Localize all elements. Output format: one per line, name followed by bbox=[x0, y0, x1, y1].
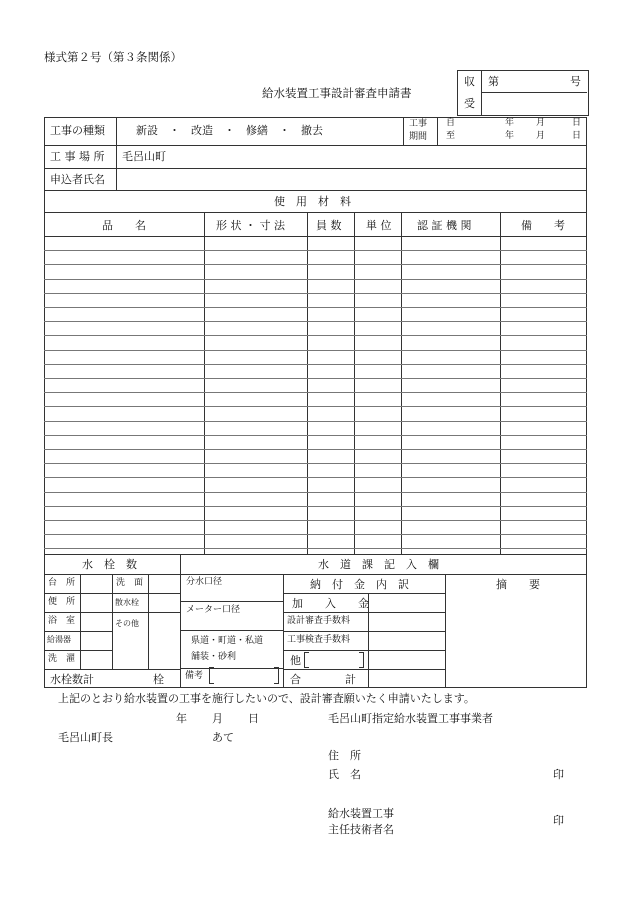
payment-other-bracket-left bbox=[304, 652, 309, 668]
seal-mark-name: 印 bbox=[553, 768, 564, 781]
faucet-other: その他 bbox=[115, 619, 139, 628]
remarks-label: 備考 bbox=[185, 671, 204, 681]
receipt-label-top: 収 bbox=[464, 75, 475, 88]
contractor-title: 毛呂山町指定給水装置工事事業者 bbox=[328, 712, 493, 725]
water-dept-title: 水 道 課 記 入 欄 bbox=[318, 558, 439, 571]
materials-row-line bbox=[44, 264, 587, 265]
form-title: 給水装置工事設計審査申請書 bbox=[262, 86, 412, 100]
engineer-label-2: 主任技術者名 bbox=[328, 823, 394, 836]
period-from-year: 年 bbox=[505, 118, 515, 128]
col-unit: 単 位 bbox=[366, 219, 392, 232]
period-from-month: 月 bbox=[536, 118, 546, 128]
materials-row-line bbox=[44, 307, 587, 308]
faucet-total-label: 水栓数計 bbox=[50, 673, 94, 686]
work-type-label: 工事の種類 bbox=[50, 124, 105, 137]
date-day: 日 bbox=[248, 712, 259, 725]
materials-row-line bbox=[44, 421, 587, 422]
materials-row-line bbox=[44, 406, 587, 407]
receipt-no-prefix: 第 bbox=[488, 75, 499, 88]
materials-row-line bbox=[44, 506, 587, 507]
paving-label: 舗装・砂利 bbox=[191, 652, 237, 662]
branch-diameter-label: 分水口径 bbox=[186, 577, 223, 587]
faucet-toilet: 便 所 bbox=[48, 597, 76, 607]
addressee-suffix: あて bbox=[212, 731, 234, 744]
materials-row-line bbox=[44, 492, 587, 493]
materials-row-line bbox=[44, 477, 587, 478]
form-number: 様式第２号（第３条関係） bbox=[44, 50, 182, 64]
location-label: 工 事 場 所 bbox=[50, 150, 105, 163]
summary-title: 摘 要 bbox=[496, 578, 540, 591]
receipt-label-bottom: 受 bbox=[464, 97, 475, 110]
work-type-options: 新設 ・ 改造 ・ 修繕 ・ 撤去 bbox=[136, 124, 323, 137]
materials-row-line bbox=[44, 364, 587, 365]
materials-row-line bbox=[44, 534, 587, 535]
faucet-washbasin: 洗 面 bbox=[116, 578, 144, 588]
faucet-count-title: 水 栓 数 bbox=[82, 558, 137, 571]
remarks-bracket-left bbox=[209, 667, 214, 684]
faucet-kitchen: 台 所 bbox=[48, 578, 76, 588]
work-period-label-bottom: 期間 bbox=[409, 132, 428, 142]
payment-total: 合 計 bbox=[290, 673, 356, 686]
payment-design-review-fee: 設計審査手数料 bbox=[287, 616, 351, 626]
col-item-name: 品 名 bbox=[102, 219, 146, 232]
road-types-label: 県道・町道・私道 bbox=[191, 636, 264, 646]
materials-row-line bbox=[44, 548, 587, 549]
payment-other-bracket-right bbox=[359, 652, 364, 668]
period-from-day: 日 bbox=[572, 118, 582, 128]
date-month: 月 bbox=[212, 712, 223, 725]
addressee: 毛呂山町長 bbox=[58, 731, 113, 744]
materials-row-line bbox=[44, 520, 587, 521]
faucet-laundry: 洗 濯 bbox=[48, 654, 76, 664]
remarks-bracket-right bbox=[274, 667, 279, 684]
name-label: 氏 名 bbox=[328, 768, 361, 781]
payment-inspection-fee: 工事検査手数料 bbox=[287, 635, 351, 645]
payment-other: 他 bbox=[290, 654, 301, 667]
payment-breakdown-title: 納 付 金 内 訳 bbox=[310, 578, 409, 591]
payment-joining-fee: 加 入 金 bbox=[292, 597, 369, 610]
work-period-label-top: 工事 bbox=[409, 119, 428, 129]
materials-row-line bbox=[44, 279, 587, 280]
materials-row-line bbox=[44, 463, 587, 464]
period-to-day: 日 bbox=[572, 131, 582, 141]
materials-row-line bbox=[44, 449, 587, 450]
seal-mark-engineer: 印 bbox=[553, 814, 564, 827]
materials-row-line bbox=[44, 435, 587, 436]
materials-row-line bbox=[44, 378, 587, 379]
period-to: 至 bbox=[446, 131, 456, 141]
faucet-sprinkler: 散水栓 bbox=[115, 598, 139, 607]
faucet-total-unit: 栓 bbox=[153, 673, 164, 686]
location-field[interactable]: 毛呂山町 bbox=[122, 150, 166, 163]
col-certification: 認 証 機 関 bbox=[417, 219, 472, 232]
period-to-month: 月 bbox=[536, 131, 546, 141]
receipt-no-suffix: 号 bbox=[570, 75, 581, 88]
period-from: 自 bbox=[446, 118, 456, 128]
col-remarks: 備 考 bbox=[521, 219, 565, 232]
materials-row-line bbox=[44, 335, 587, 336]
statement: 上記のとおり給水装置の工事を施行したいので、設計審査願いたく申請いたします。 bbox=[58, 692, 475, 705]
faucet-bath: 浴 室 bbox=[48, 616, 76, 626]
faucet-water-heater: 給湯器 bbox=[47, 635, 71, 644]
materials-row-line bbox=[44, 250, 587, 251]
date-year: 年 bbox=[176, 712, 187, 725]
period-to-year: 年 bbox=[505, 131, 515, 141]
applicant-label: 申込者氏名 bbox=[50, 173, 105, 186]
materials-row-line bbox=[44, 321, 587, 322]
address-label: 住 所 bbox=[328, 749, 361, 762]
materials-row-line bbox=[44, 350, 587, 351]
materials-title: 使 用 材 料 bbox=[274, 195, 351, 208]
materials-row-line bbox=[44, 293, 587, 294]
meter-diameter-label: メーター口径 bbox=[186, 605, 241, 615]
col-shape-size: 形 状 ・ 寸 法 bbox=[216, 219, 285, 232]
engineer-label-1: 給水装置工事 bbox=[328, 807, 394, 820]
materials-row-line bbox=[44, 392, 587, 393]
col-quantity: 員 数 bbox=[316, 219, 342, 232]
